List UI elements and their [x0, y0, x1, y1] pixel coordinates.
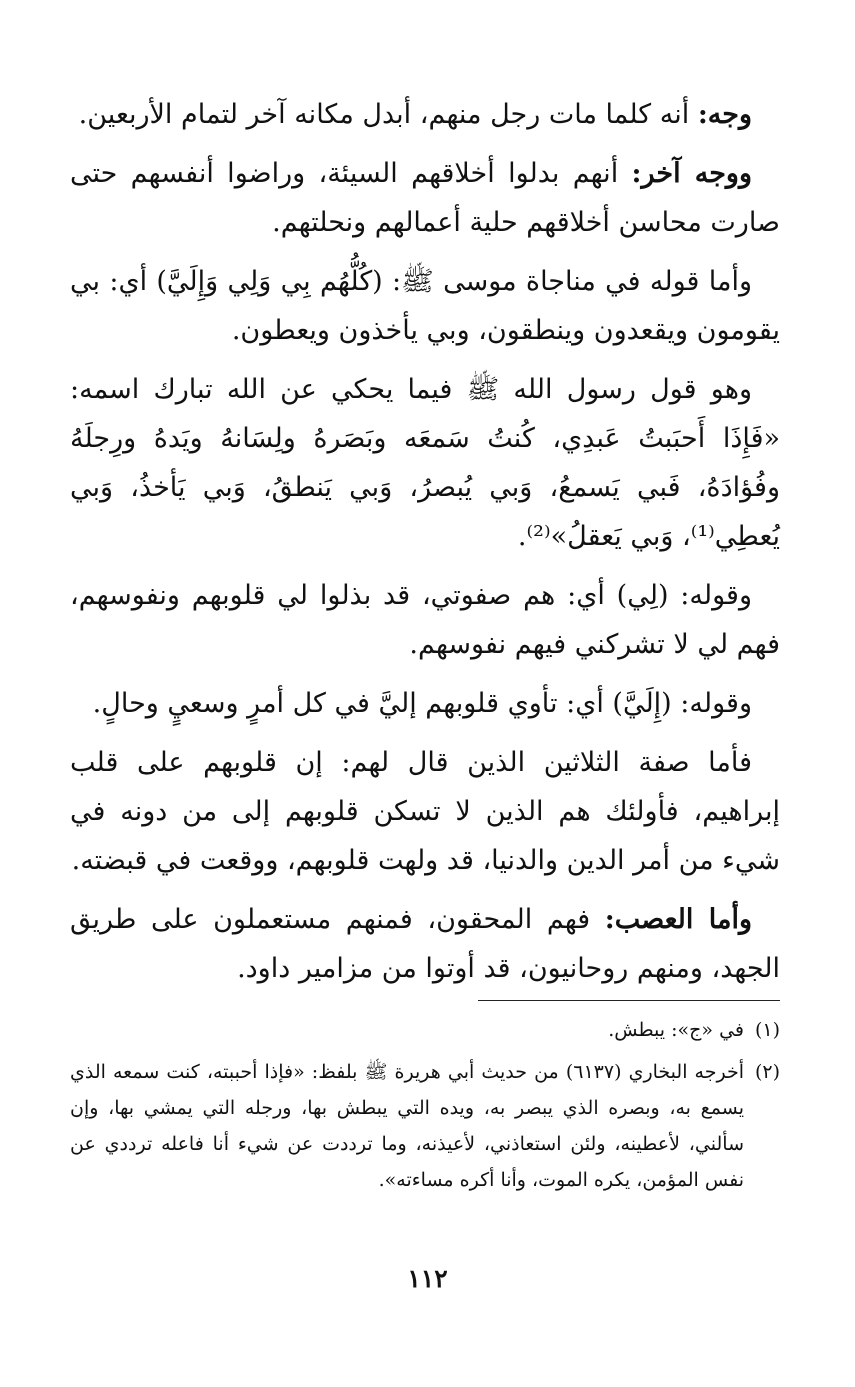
footnote-text: أخرجه البخاري (٦١٣٧) من حديث أبي هريرة ﷺ بلفظ: «فإذا أحببته، كنت سمعه الذي يسمع به، وبصره الذي يبصر به، ويده التي يبطش بها، ورجله التي يمشي بها، وإن سألني، لأعطينه، ولئن استعاذني، لأعيذنه، وما ترددت عن شيء أنا فاعله ترددي عن نفس المؤمن، يكره الموت، وأنا أكره مساءته». [70, 1061, 744, 1191]
footnotes [70, 1012, 780, 1204]
footnote-text: في «ج»: يبطش. [608, 1019, 744, 1041]
footnote [70, 1012, 780, 1048]
paragraph [70, 738, 780, 885]
paragraph [70, 257, 780, 355]
footnote-divider [478, 1000, 780, 1001]
paragraph [70, 149, 780, 247]
paragraph [70, 895, 780, 993]
paragraph-text: وهو قول رسول الله ﷺ فيما يحكي عن الله تبارك اسمه: «فَإِذَا أَحبَبتُ عَبدِي، كُنتُ سَمعَه وبَصَرهُ ولِسَانهُ ويَدهُ ورِجلَهُ وفُؤادَهُ، فَبي يَسمعُ، وَبي يُبصرُ، وَبي يَنطقُ، وَبي يَأخذُ، وَبي يُعطِي⁽¹⁾، وَبي يَعقلُ»⁽²⁾. [70, 374, 780, 552]
paragraph-text: فهم المحقون، فمنهم مستعملون على طريق الجهد، ومنهم روحانيون، قد أوتوا من مزامير داود. [70, 904, 780, 984]
paragraph-lead: وأما العصب: [604, 904, 752, 935]
paragraph [70, 90, 780, 139]
paragraph [70, 365, 780, 561]
main-text [70, 90, 780, 1003]
paragraph-text: فأما صفة الثلاثين الذين قال لهم: إن قلوبهم على قلب إبراهيم، فأولئك هم الذين لا تسكن قلوبهم إلى من دونه في شيء من أمر الدين والدنيا، قد ولهت قلوبهم، ووقعت في قبضته. [70, 747, 780, 876]
page-number: ١١٢ [407, 1264, 448, 1293]
paragraph [70, 571, 780, 669]
paragraph-text: أنه كلما مات رجل منهم، أبدل مكانه آخر لتمام الأربعين. [78, 99, 698, 130]
footnote-number: (١) [754, 1019, 780, 1041]
footnote [70, 1054, 780, 1198]
paragraph-text: وقوله: (إِلَيَّ) أي: تأوي قلوبهم إليَّ في كل أمرٍ وسعيٍ وحالٍ. [92, 688, 752, 719]
paragraph-lead: وجه: [697, 99, 752, 130]
footnote-number: (٢) [754, 1061, 780, 1083]
paragraph [70, 679, 780, 728]
paragraph-lead: ووجه آخر: [631, 158, 752, 189]
paragraph-text: وأما قوله في مناجاة موسى ﷺ: (كُلُّهُم بِي وَلِي وَإِلَيَّ) أي: بي يقومون ويقعدون وينطقون، وبي يأخذون ويعطون. [70, 266, 780, 346]
paragraph-text: أنهم بدلوا أخلاقهم السيئة، وراضوا أنفسهم حتى صارت محاسن أخلاقهم حلية أعمالهم ونحلتهم. [70, 158, 780, 238]
paragraph-text: وقوله: (لِي) أي: هم صفوتي، قد بذلوا لي قلوبهم ونفوسهم، فهم لي لا تشركني فيهم نفوسهم. [70, 580, 780, 660]
